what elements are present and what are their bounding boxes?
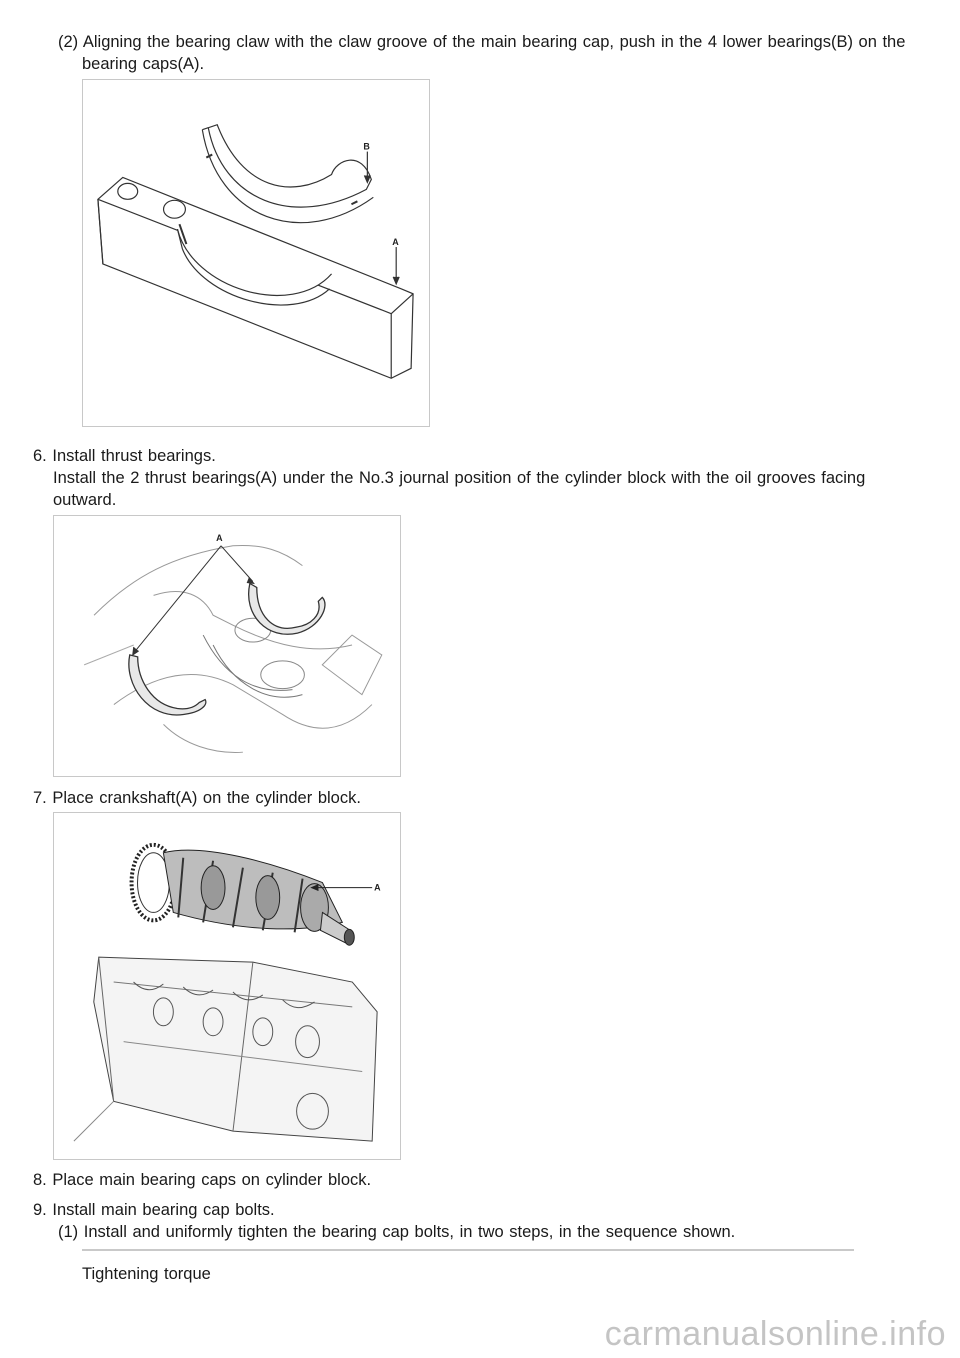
tightening-torque-label: Tightening torque (82, 1265, 211, 1283)
thrust-bearing-figure (53, 515, 401, 777)
torque-table-divider (82, 1249, 854, 1251)
figure1-label-b: B (363, 141, 370, 152)
step-8-text: Place main bearing caps on cylinder block. (52, 1171, 372, 1189)
figure1-label-a: A (392, 237, 399, 248)
figure3-label-a: A (374, 882, 381, 893)
step-6-line2: outward. (53, 491, 117, 509)
watermark: carmanualsonline.info (604, 1315, 946, 1353)
step-9-1-line (58, 1220, 735, 1244)
step-6-line1: Install the 2 thrust bearings(A) under the No.3 journal position of the cylinder block with the oil grooves facing (53, 469, 866, 487)
step-9-text: Install main bearing cap bolts. (52, 1201, 275, 1219)
step-7-line (33, 786, 361, 810)
step-6-title: Install thrust bearings. (52, 447, 216, 465)
step-6-number: 6. (33, 447, 47, 465)
step-5-2-number: (2) (58, 33, 79, 51)
step-9-number: 9. (33, 1201, 47, 1219)
step-5-2-line2: bearing caps(A). (82, 55, 205, 73)
bearing-cap-figure (82, 79, 430, 427)
step-5-2-line1 (58, 30, 905, 54)
step-9-1-number: (1) (58, 1223, 79, 1241)
step-9-1-text: Install and uniformly tighten the bearing cap bolts, in two steps, in the sequence shown. (83, 1223, 736, 1241)
step-7-text: Place crankshaft(A) on the cylinder block. (52, 789, 361, 807)
step-6-title-line (33, 444, 216, 468)
figure2-label-a: A (216, 532, 223, 543)
step-7-number: 7. (33, 789, 47, 807)
step-9-line (33, 1198, 275, 1222)
step-8-number: 8. (33, 1171, 47, 1189)
step-8-line (33, 1168, 371, 1192)
crankshaft-figure (53, 812, 401, 1160)
step-5-2-text: Aligning the bearing claw with the claw groove of the main bearing cap, push in the 4 lower bearings(B) on the (82, 33, 906, 51)
